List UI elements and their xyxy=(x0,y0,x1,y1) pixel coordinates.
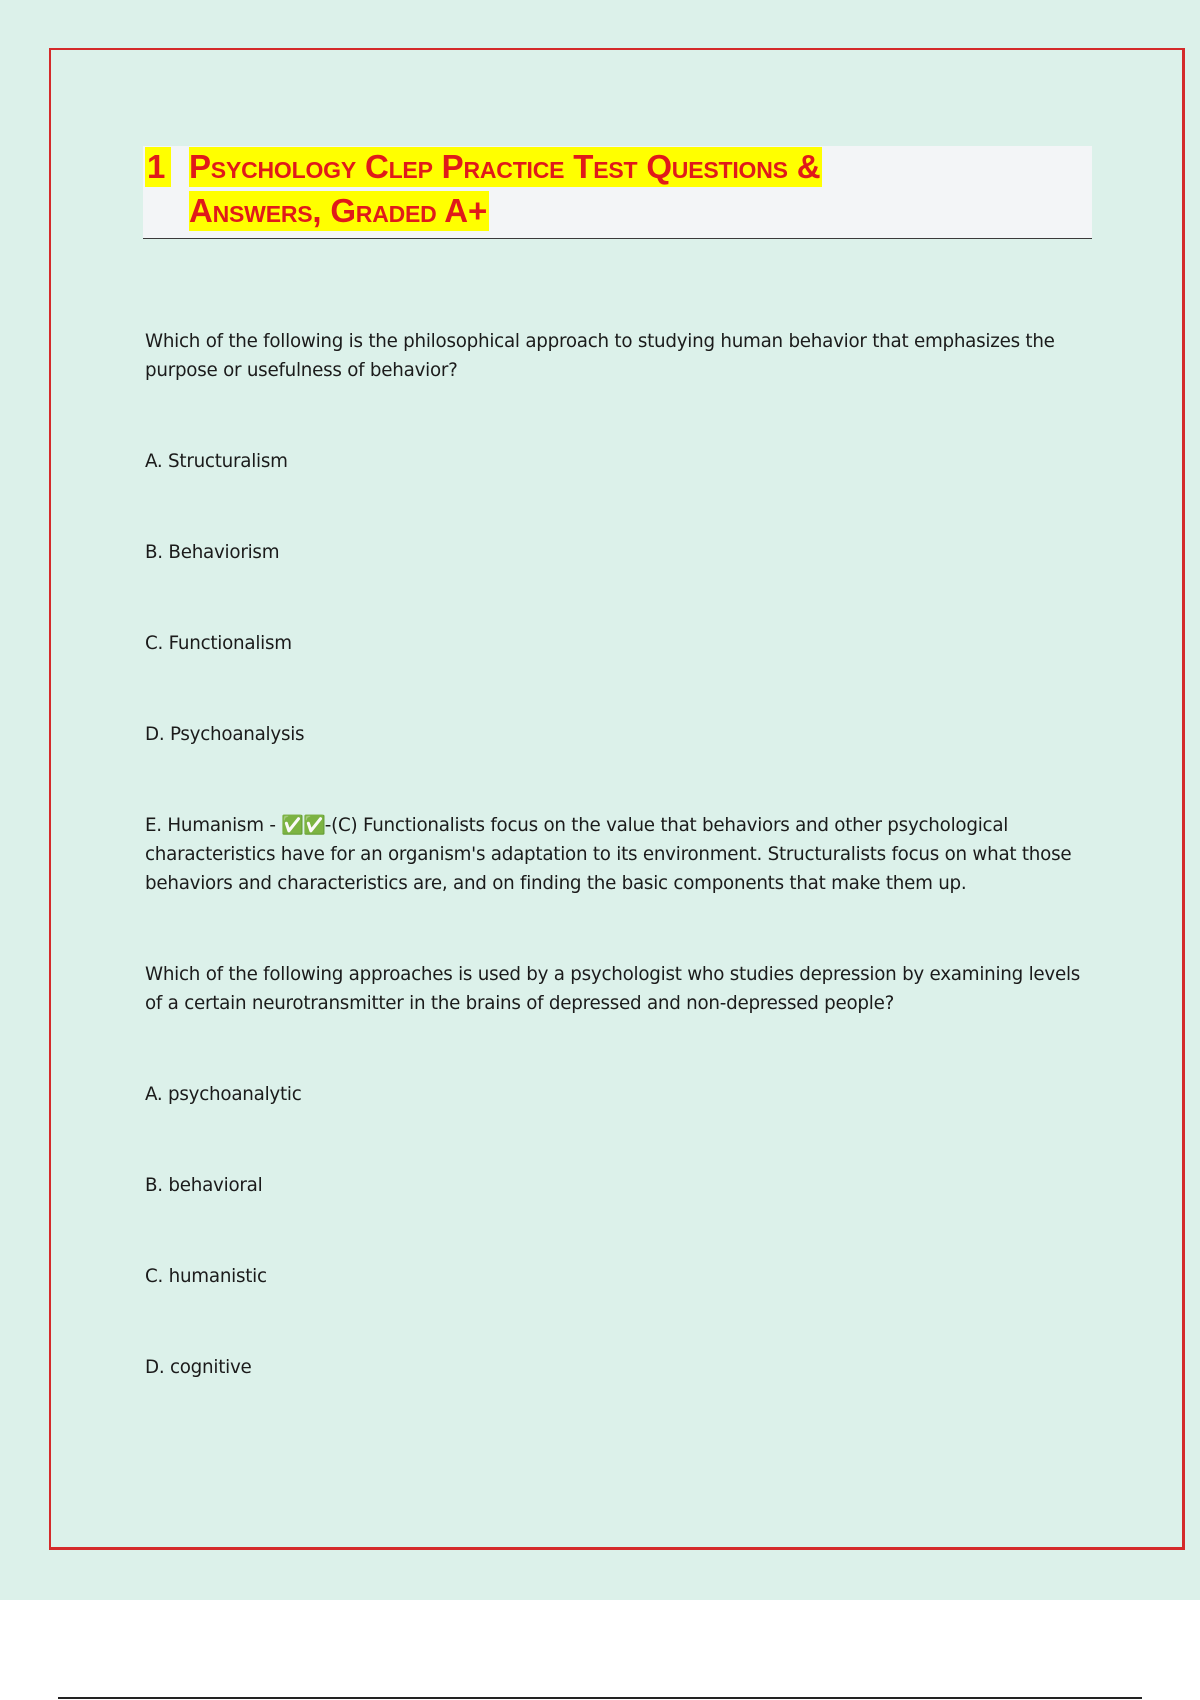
question-2-option-c: C. humanistic xyxy=(145,1266,267,1287)
question-2-option-b: B. behavioral xyxy=(145,1175,263,1196)
document-body xyxy=(145,327,1085,1382)
question-2-option-d: D. cognitive xyxy=(145,1357,252,1378)
heading-title-line-1: Psychology Clep Practice Test Questions & xyxy=(189,148,821,185)
heading-number: 1 xyxy=(145,147,171,187)
heading-title-line-2: Answers, Graded A+ xyxy=(189,192,488,229)
question-1-option-b: B. Behaviorism xyxy=(145,542,280,563)
option-e-label: E. Humanism - xyxy=(145,815,282,836)
footer-divider xyxy=(58,1697,1142,1699)
question-2-option-a: A. psychoanalytic xyxy=(145,1084,302,1105)
question-1-option-c: C. Functionalism xyxy=(145,633,292,654)
checkmark-icon: ✅✅ xyxy=(281,815,325,836)
question-1-option-e-with-answer xyxy=(145,811,1085,898)
question-2-text: Which of the following approaches is used by a psychologist who studies depression by examining levels of a certain neurotransmitter in the brains of depressed and non-depressed people? xyxy=(145,964,1081,1014)
question-1-text: Which of the following is the philosophical approach to studying human behavior that emphasizes the purpose or usefulness of behavior? xyxy=(145,331,1055,381)
answer-explanation: -(C) Functionalists focus on the value that behaviors and other psychological characteristics have for an organism's adaptation to its environment. Structuralists focus on what those behaviors and characteristics are, and on finding the basic components that make them up. xyxy=(145,815,1072,894)
question-1-option-a: A. Structuralism xyxy=(145,451,288,472)
question-1-option-d: D. Psychoanalysis xyxy=(145,724,305,745)
